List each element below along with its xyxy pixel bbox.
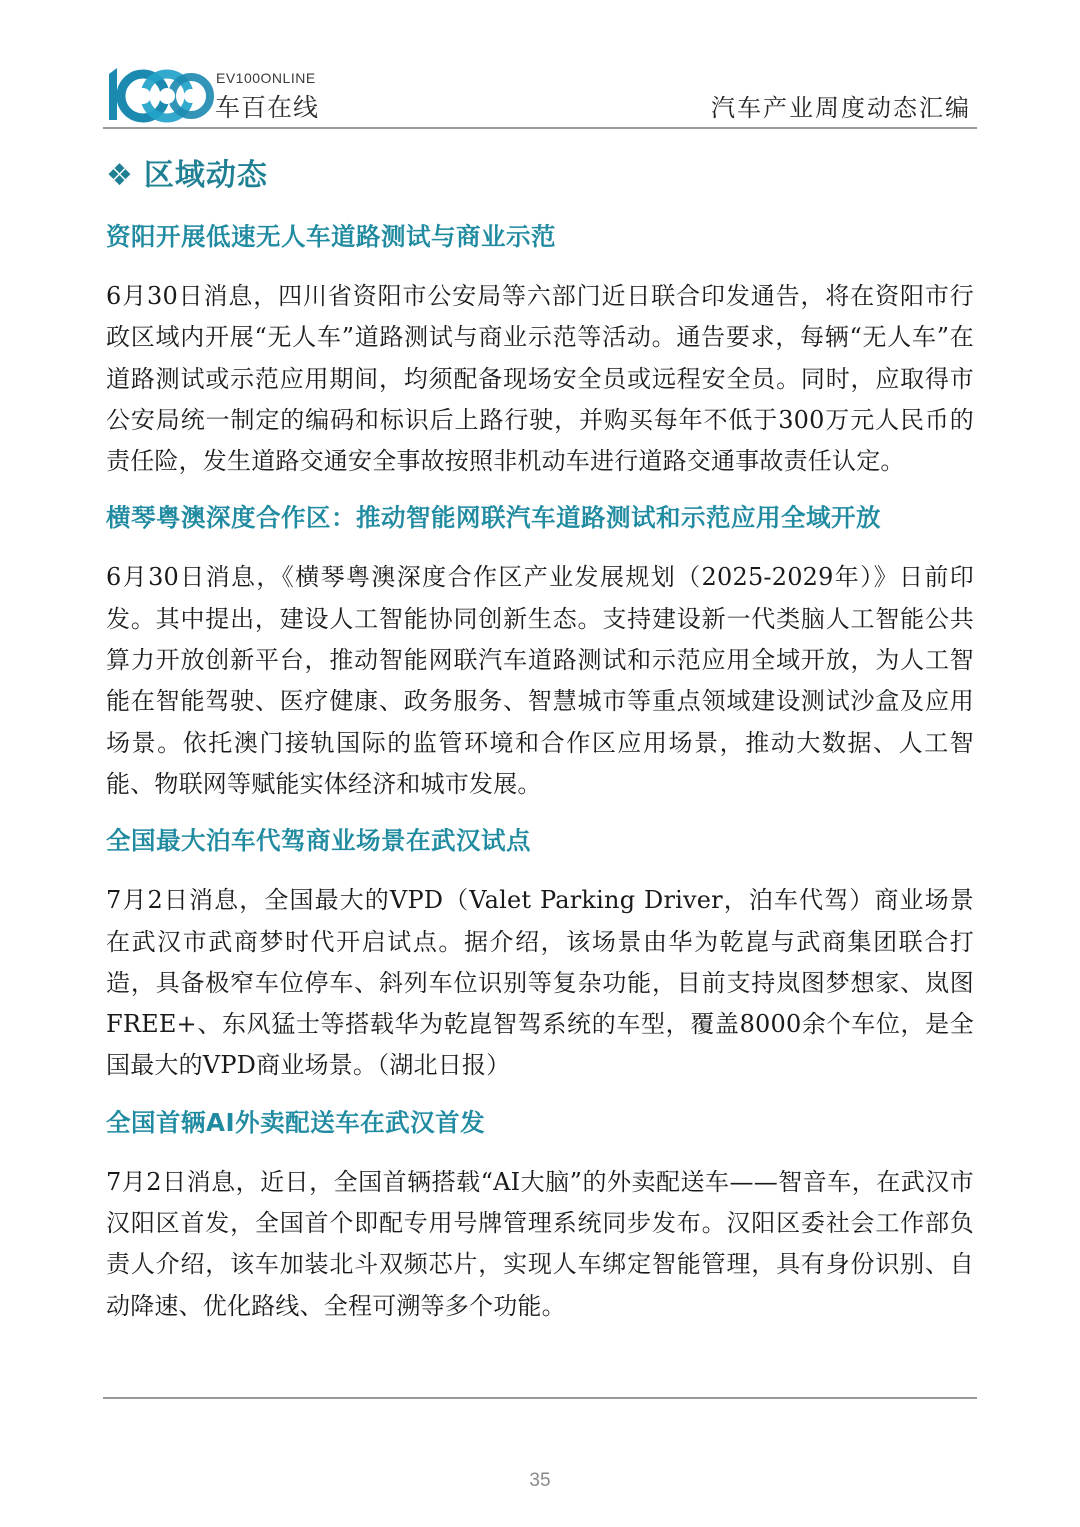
article-body: 7月2日消息，全国最大的VPD（Valet Parking Driver，泊车代驾）商业场景在武汉市武商梦时代开启试点。据介绍，该场景由华为乾崑与武商集团联合打造，具备极窄车位停车、斜列车位识别等复杂功能，目前支持岚图梦想家、岚图FREE+、东风猛士等搭载华为乾崑智驾系统的车型，覆盖8000余个车位，是全国最大的VPD商业场景。（湖北日报） [106,886,974,1080]
logo-chinese-text: 车百在线 [215,93,320,122]
diamond-icon: ❖ [106,158,134,193]
article-body: 6月30日消息，四川省资阳市公安局等六部门近日联合印发通告，将在资阳市行政区域内开展“无人车”道路测试与商业示范等活动。通告要求，每辆“无人车”在道路测试或示范应用期间，均须配备现场安全员或远程安全员。同时，应取得市公安局统一制定的编码和标识后上路行驶，并购买每年不低于300万元人民币的责任险，发生道路交通安全事故按照非机动车进行道路交通事故责任认定。 [106,282,974,476]
article-title: 资阳开展低速无人车道路测试与商业示范 [106,222,556,251]
header-divider [103,127,977,129]
article [106,499,974,805]
article [106,1104,974,1327]
article-body: 7月2日消息，近日，全国首辆搭载“AI大脑”的外卖配送车——智音车，在武汉市汉阳区首发，全国首个即配专用号牌管理系统同步发布。汉阳区委社会工作部负责人介绍，该车加装北斗双频芯片，实现人车绑定智能管理，具有身份识别、自动降速、优化路线、全程可溯等多个功能。 [106,1167,974,1320]
page-number: 35 [529,1470,551,1491]
article [106,218,974,482]
ev100-logo [103,62,333,126]
section-heading-text: 区域动态 [143,158,268,193]
publication-title: 汽车产业周度动态汇编 [711,94,971,122]
article-list [106,218,974,1344]
article-body: 6月30日消息，《横琴粤澳深度合作区产业发展规划（2025-2029年）》日前印发。其中提出，建设人工智能协同创新生态。支持建设新一代类脑人工智能公共算力开放创新平台，推动智能网联汽车道路测试和示范应用全域开放，为人工智能在智能驾驶、医疗健康、政务服务、智慧城市等重点领域建设测试沙盒及应用场景。依托澳门接轨国际的监管环境和合作区应用场景，推动大数据、人工智能、物联网等赋能实体经济和城市发展。 [106,563,974,798]
logo-english-text: EV100ONLINE [216,70,316,86]
footer-divider [103,1397,977,1399]
page-header [103,58,977,130]
article-title: 全国首辆AI外卖配送车在武汉首发 [106,1107,486,1137]
article [106,822,974,1086]
section-heading [106,150,268,194]
article-title: 全国最大泊车代驾商业场景在武汉试点 [106,826,531,856]
article-title: 横琴粤澳深度合作区：推动智能网联汽车道路测试和示范应用全域开放 [106,503,881,533]
ev100-logo-mark-icon [103,62,215,126]
